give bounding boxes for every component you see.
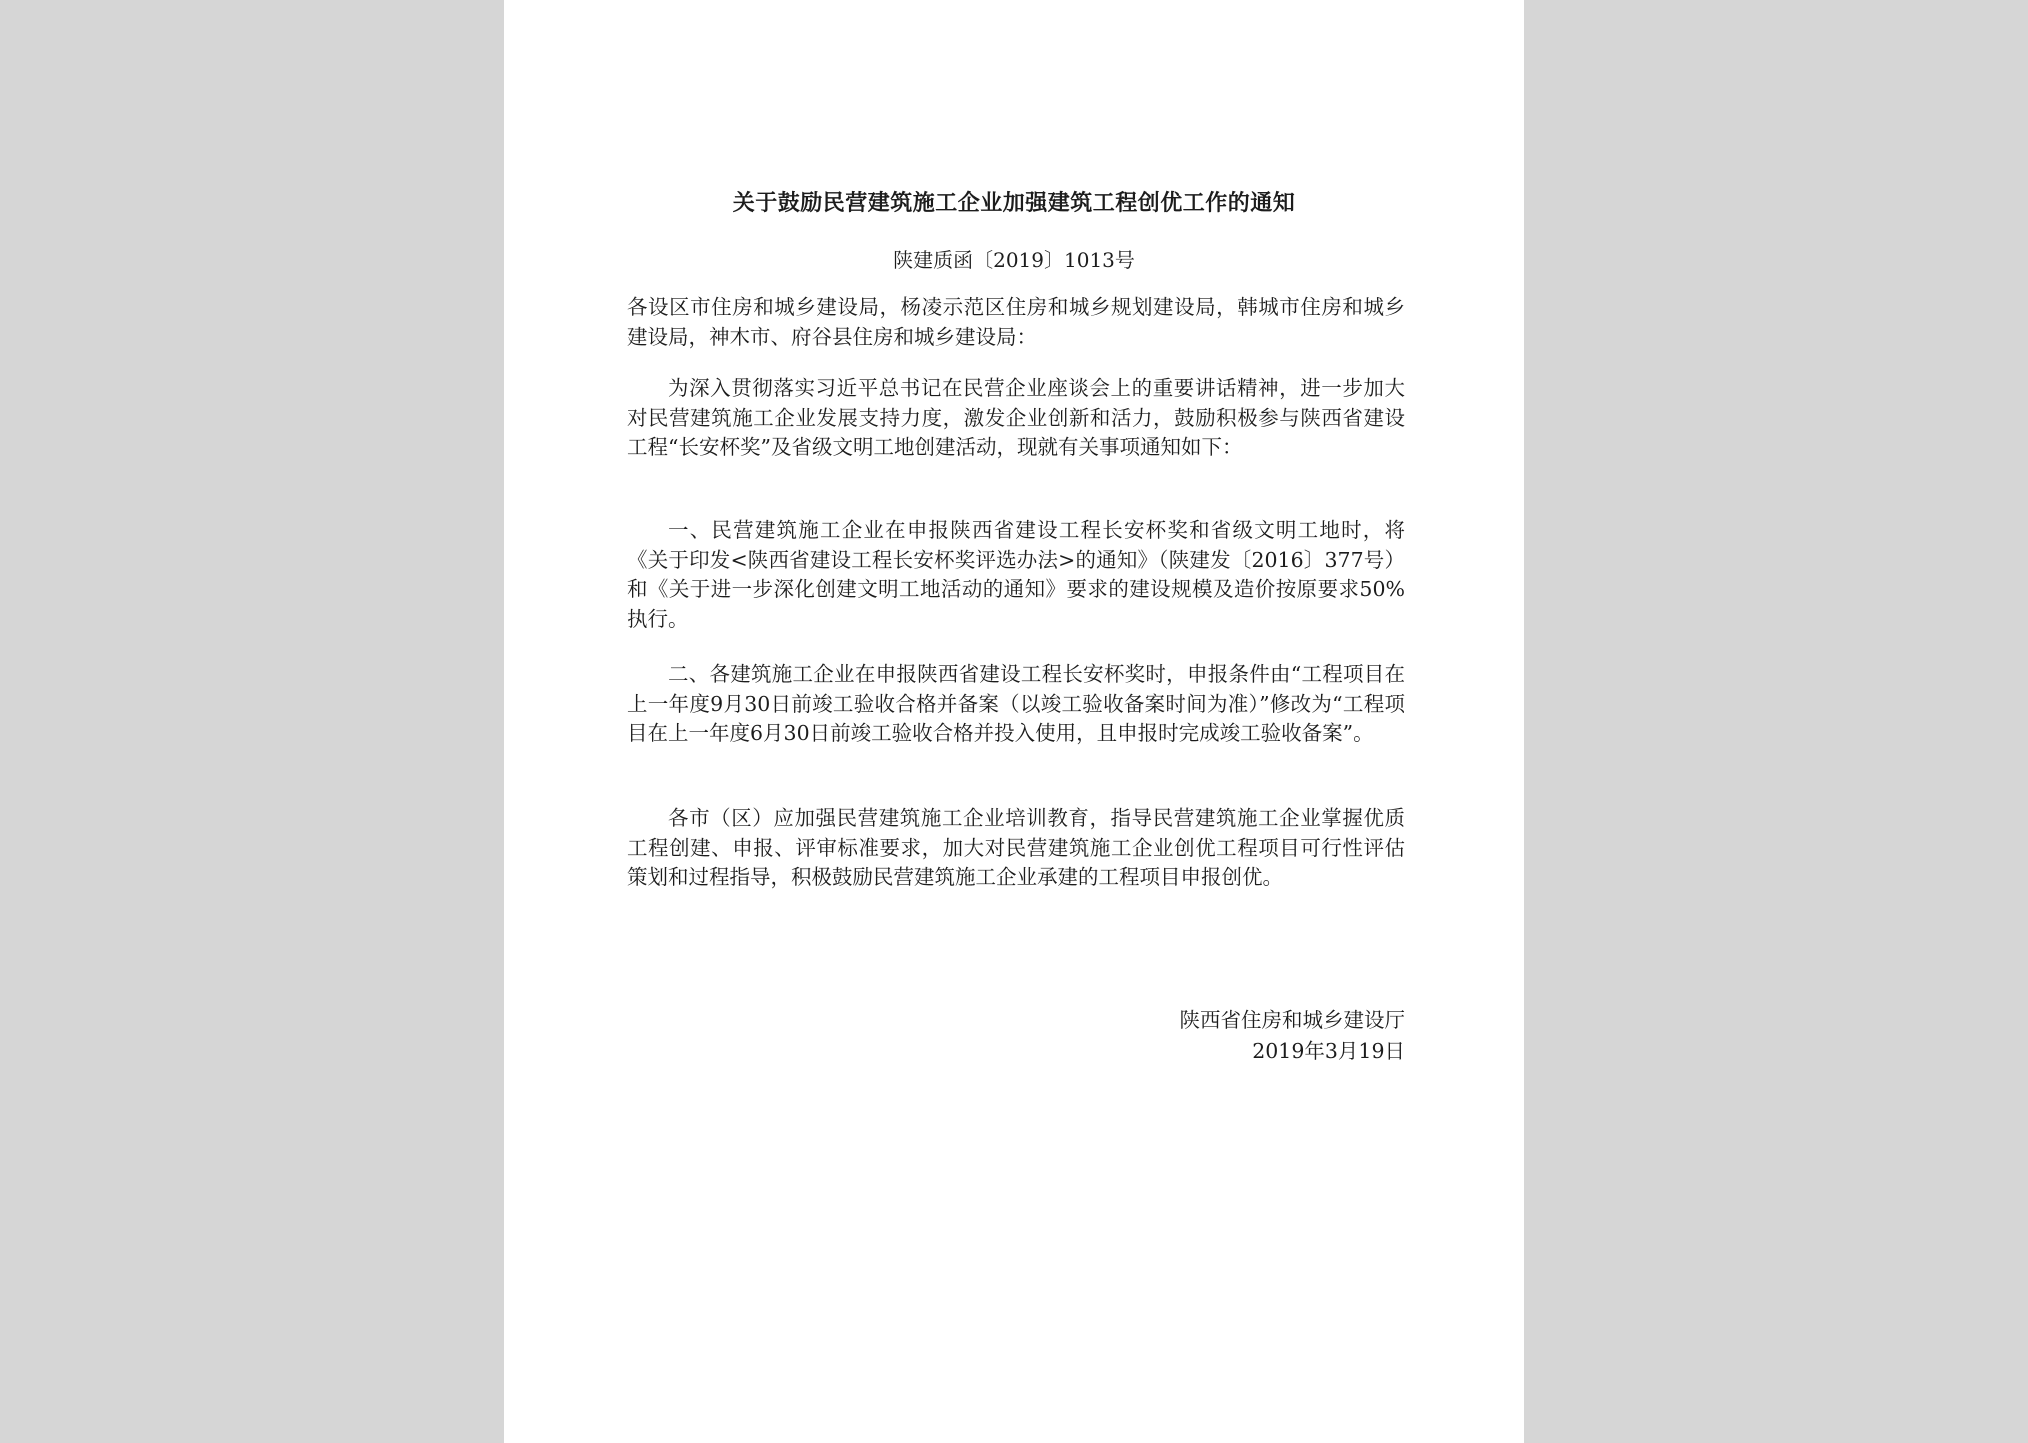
document-page — [504, 0, 1524, 1443]
paragraph-item-one: 一、民营建筑施工企业在申报陕西省建设工程长安杯奖和省级文明工地时，将《关于印发<陕西省建设工程长安杯奖评选办法>的通知》（陕建发〔2016〕377号）和《关于进一步深化创建文明工地活动的通知》要求的建设规模及造价按原要求50%执行。 — [627, 518, 1405, 631]
signature-organization: 陕西省住房和城乡建设厅 — [1179, 1008, 1405, 1032]
salutation: 各设区市住房和城乡建设局，杨凌示范区住房和城乡规划建设局，韩城市住房和城乡建设局，神木市、府谷县住房和城乡建设局： — [627, 295, 1405, 349]
paragraph-intro: 为深入贯彻落实习近平总书记在民营企业座谈会上的重要讲话精神，进一步加大对民营建筑施工企业发展支持力度，激发企业创新和活力，鼓励积极参与陕西省建设工程“长安杯奖”及省级文明工地创建活动，现就有关事项通知如下： — [627, 376, 1405, 459]
signature-date: 2019年3月19日 — [1252, 1039, 1405, 1063]
document-number: 陕建质函〔2019〕1013号 — [893, 248, 1135, 272]
document-title: 关于鼓励民营建筑施工企业加强建筑工程创优工作的通知 — [732, 190, 1296, 216]
paragraph-item-two: 二、各建筑施工企业在申报陕西省建设工程长安杯奖时，申报条件由“工程项目在上一年度9月30日前竣工验收合格并备案（以竣工验收备案时间为准）”修改为“工程项目在上一年度6月30日前竣工验收合格并投入使用，且申报时完成竣工验收备案”。 — [627, 662, 1405, 745]
paragraph-closing: 各市（区）应加强民营建筑施工企业培训教育，指导民营建筑施工企业掌握优质工程创建、申报、评审标准要求，加大对民营建筑施工企业创优工程项目可行性评估策划和过程指导，积极鼓励民营建筑施工企业承建的工程项目申报创优。 — [627, 806, 1405, 889]
